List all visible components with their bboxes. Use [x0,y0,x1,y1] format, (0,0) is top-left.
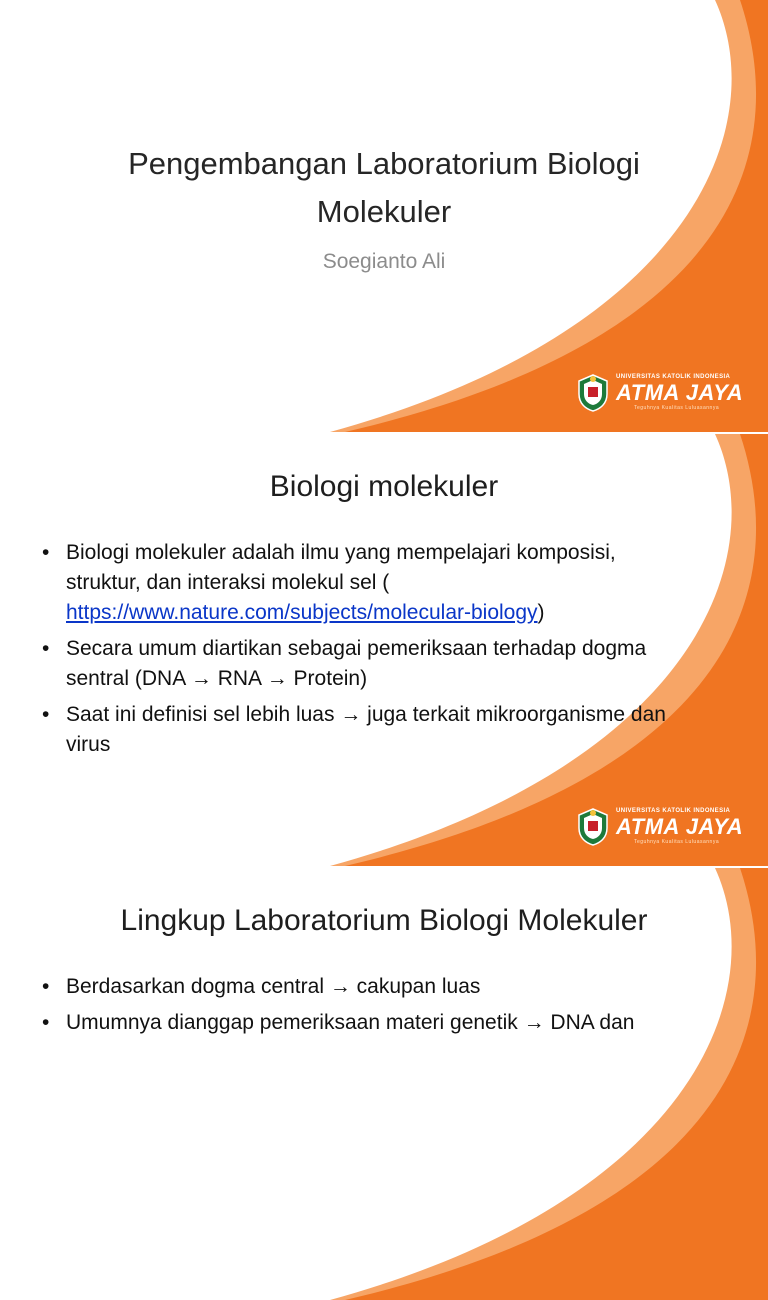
bullet-item: • Berdasarkan dogma central → cakupan luas [40,972,690,1002]
slide-2 [0,434,768,866]
slide-title: Lingkup Laboratorium Biologi Molekuler [120,904,648,937]
logo-name: ATMA JAYA [616,814,744,839]
atma-jaya-logo [574,372,744,414]
bullet-text-suffix: ) [537,601,545,624]
bullet-item: • Secara umum diartikan sebagai pemeriksaan terhadap dogma sentral (DNA → RNA → Protein) [40,634,690,694]
slide-3 [0,868,768,1300]
logo-university-line: UNIVERSITAS KATOLIK INDONESIA [616,808,731,814]
title-line-2: Molekuler [316,194,452,229]
atma-jaya-emblem-icon [576,808,610,846]
bullet-list [40,972,690,1044]
bullet-item: • Umumnya dianggap pemeriksaan materi genetik → DNA dan [40,1008,690,1038]
slide-subtitle: Soegianto Ali [322,250,446,273]
nature-link[interactable]: https://www.nature.com/subjects/molecular-biology [66,601,538,624]
logo-university-line: UNIVERSITAS KATOLIK INDONESIA [616,374,731,380]
atma-jaya-logo [574,806,744,848]
logo-tagline: Teguhnya Kualitas Luluasannya [634,405,720,411]
bullet-text: Biologi molekuler adalah ilmu yang mempelajari komposisi, struktur, dan interaksi molekul sel ( [66,541,616,594]
slide-title: Biologi molekuler [269,470,499,503]
atma-jaya-emblem-icon [576,374,610,412]
logo-tagline: Teguhnya Kualitas Luluasannya [634,839,720,845]
logo-name: ATMA JAYA [616,380,744,405]
bullet-list [40,538,690,766]
bullet-item [40,538,690,628]
title-line-1: Pengembangan Laboratorium Biologi [128,146,640,181]
slide-1 [0,0,768,432]
bullet-item: • Saat ini definisi sel lebih luas → juga terkait mikroorganisme dan virus [40,700,690,760]
slide-title [90,140,678,236]
